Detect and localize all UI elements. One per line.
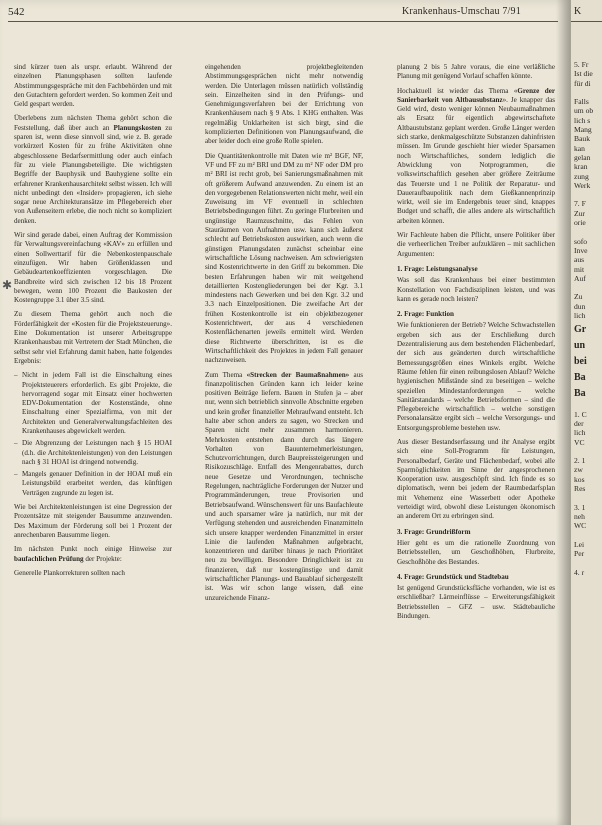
paragraph: Die Quantitätenkontrolle mit Daten wie m² BGF, NF, VF und FF zu m² BRI und DM zu m² NF oder DM pro m² BRI ist recht grob, bei Sanierungsmaßnahmen mit oft größerem Aufwand anzuwenden. Zu einem ist an den vorgegebenen Relationswerten nicht mehr, weil ein Zuweisung im VF eventuell in schlechten Betriebsbedingungen führt. Zu geringe Flurbreiten und ungünstige Raumzuschnitte, das Fehlen von Stauräumen von Aufnahmen usw. kann sich äußerst schlecht auf Betriebskosten auswirken, auch wenn die günstigen Planungsdaten zunächst scheinbar eine wirtschaftliche Lösung nachweisen. Am schwierigsten sind Kostenrichtwerte in den Griff zu bekommen. Die besten Erfahrungen haben wir mit weitgehend detaillierten Kostengliederungen bei der Kgr. 3.1 mindestens nach Gewerken und bei den Kgr. 3.2 und 3.3 nach Einzelpositionen. Die zweifache Art der frühen Kostenkontrolle ist ein objektbezogener Kostenrichtwert, der aus 4 verschiedenen Kostenflächenarten jeweils ermittelt wird. Werden diese Richtwerte überschritten, ist es die Wirtschaftlichkeit des Projektes in jedem Fall genauer nachzuweisen.: [205, 151, 363, 365]
facing-page: [570, 0, 602, 825]
paragraph: Zum Thema «Strecken der Baumaßnahmen» aus finanzpolitischen Gründen kann ich leider keine positiven Beiträge liefern. Bauen in Stufen ja – aber nur, wenn sich betrieblich sinnvolle Abschnitte ergeben und kein großer finanzieller Mehraufwand entsteht. Ich halte aber schon anders zu sagen, wo Strecken und Sparen nicht mehr zusammen harmonieren. Mehrkosten entstehen dann durch das längere Vorhalten von Bauunternehmerleistungen, Schutzvorrichtungen, durch Baupreissteigerungen und Risikozuschläge. Entfall des Mengenrabattes, durch neue Gesetze und Verordnungen, technische Regelungen, nachträgliche Forderungen der Nutzer und Programmänderungen, treue Provisorien und Betriebsaufwand. Wünschenswert für uns Baufachleute und auch sparsamer wäre ja natürlich, nur mit der Verfügung stehenden und ausreichenden Finanzmitteln sich unsere knapper werdenden Finanzmittel in erster Linie die laufenden Maßnahmen aufgebracht, konzentrieren und darüber hinaus je nach Prioritätet neu zu bewilligen. Besondere Dringlichkeit ist zu finanzieren, daß nur kostengünstige und damit wirtschaftlicher Planungs- und Bauablauf sichergestellt ist. Was wir schon lange wissen, daß eine unzureichende Finanz-: [205, 370, 364, 602]
paragraph: Was soll das Krankenhaus bei einer bestimmten Konstellation von Fachdisziplinen leisten, und was kann es gerade noch leisten?: [397, 276, 555, 303]
text-column-1: [14, 63, 172, 583]
facing-line: VC: [574, 437, 585, 447]
facing-line: orie: [574, 218, 586, 228]
facing-line: Zu: [574, 292, 583, 302]
bullet-list: [14, 371, 172, 498]
paperclip-mark-icon: ✱: [2, 278, 13, 292]
section-heading: 3. Frage: Grundrißform: [397, 527, 471, 536]
header-rule: [8, 21, 558, 22]
section-heading: 2. Frage: Funktion: [397, 310, 454, 319]
paragraph: eingehenden projektbegleitenden Abstimmungsgesprächen nicht mehr notwendig werden. Die Unterlagen müssen natürlich vollständig sein. Einzelheiten sind in den Prüfungs- und Genehmigungsverfahren bei der Errichtung von Krankenhäusern nach § 9 Abs. 1 KHG enthalten. Was regelmäßig Unklarheiten ist sich birgt, sind die komplizierten Definitionen von Planungsaufwand, die aber leider doch eine große Rolle spielen.: [205, 63, 363, 146]
paragraph: Generelle Plankorrekturen sollten nach: [14, 568, 125, 577]
facing-line: Werk: [574, 180, 591, 190]
page-number: 542: [8, 6, 25, 18]
facing-line: mit: [574, 264, 585, 274]
list-item: – Nicht in jedem Fall ist die Einschaltung eines Projektsteuerers erforderlich. Es gibt Projekte, die hervorragend sogar mit Einsatz einer hochwerten EDV-Dokumentation der Kostenstände, ohne Einschaltung einer Spezialfirma, von mit der Architekten und Generalverwaltungsfachleiten des Krankenhauses abgewickelt werden.: [22, 371, 172, 436]
paragraph: Aus dieser Bestandserfassung und ihr Analyse ergibt sich eine Soll-Programm für Leistungen, Personalbedarf, Geräte und Flächenbedarf, wobei alle Sparmöglichkeiten im Sinne der angesprochenen Kooperation usw. ausgeschöpft sind. Ich finde es so diplomatisch, wenn bei jedem der Raumbedarfsplan mit Vehemenz eine Wasserbett oder Apotheke verteidigt wird, obwohl diese Leistungen ökonomisch an anderem Ort zu erbringen sind.: [397, 437, 555, 521]
facing-line: kran: [574, 162, 588, 172]
facing-line: lich: [574, 428, 586, 438]
facing-line: [574, 88, 602, 97]
paragraph: Wir sind gerade dabei, einen Auftrag der Kommission für Verwaltungsvereinfachung «KAV» zu erfüllen und einen Sollwerttarif für die Nebenkostenpauschale einzufügen. Wir haben Größenklassen und Gebäudeartenkoeffizienten vorgeschlagen. Die Bandbreite wird sich zwischen 12 bis 18 Prozent bewegen, wenn 100 Prozent die Baukosten der Kostengruppe 3.1 über 3.5 sind.: [14, 231, 172, 305]
facing-line: lich s: [574, 115, 591, 125]
paragraph: Hier geht es um die rationelle Zuordnung von Betriebsstellen, um Geschoßhöhen, Flurbreite, Geschoßhöhe des Bestandes.: [397, 538, 555, 566]
facing-line: [574, 190, 602, 199]
running-head: Krankenhaus-Umschau 7/91: [402, 6, 521, 17]
text-column-2: [205, 63, 363, 608]
facing-line: [574, 283, 602, 292]
facing-line: für di: [574, 78, 591, 88]
facing-line: [574, 400, 602, 409]
facing-line: sofo: [574, 236, 588, 246]
gutter-shadow: [556, 0, 570, 825]
facing-line: neh: [574, 511, 585, 521]
facing-line: Mang: [574, 125, 592, 135]
facing-line: [574, 227, 602, 236]
facing-line: 4. r: [574, 567, 585, 577]
facing-header-rule: [571, 21, 602, 22]
facing-line: Lei: [574, 539, 585, 549]
facing-line: Falls: [574, 97, 589, 107]
facing-line: dun: [574, 301, 586, 311]
section-heading: 4. Frage: Grundstück und Stadtebau: [397, 572, 509, 581]
facing-line: um ob: [574, 106, 594, 116]
facing-line: [574, 447, 602, 456]
paragraph: Überlebens zum nächsten Thema gehört schon die Feststellung, daß über auch an Planungskosten zu sparen ist, wenn diese sinnvoll sind, wie z. B. gerade vorkürzerl Kosten für zu frühe Aktivitäten ohne abgeschlossene Bedarfsermittlung oder auch einfach für zu viele Planungsbeteiligte. Die wichtigsten Begriffe der Bauphysik und Bauhygiene sollte ein erfahrener Krankenhausarchitekt selbst wissen. Ich will nicht unbedingt den «Insider» propagieren, ich siehe sogar neue Architekturansätze im Pflegebereich eher von Außenseitern erlebe, die noch nicht so kompliziert denken.: [14, 114, 172, 225]
facing-line: zw: [574, 465, 583, 475]
facing-line: Res: [574, 483, 586, 493]
facing-line: bei: [574, 356, 587, 368]
list-item: – Mangels genauer Definition in der HOAI muß ein Leistungsbild erarbeitet werden, das künftigen Verträgen zugrunde zu legen ist.: [22, 470, 172, 498]
facing-line: Ba: [574, 388, 586, 400]
facing-line: [574, 493, 602, 502]
facing-line: kos: [574, 474, 585, 484]
facing-line: un: [574, 340, 586, 352]
paragraph: Hochaktuell ist wieder das Thema «Grenze der Sanierbarkeit von Altbausubstanz». Je knapper das Geld wird, desto weniger können Neubaumaßnahmen als Ersatz für eigentlich abgewirtschaftete Altbaustubstanz geplant werden. Große Länger werden sich starke, denkmalgeschützte Substanzen dahinfristen müssen. Im Grunde geschieht hier wieder Sparsamen noch Wirtschaftliches, sondern lediglich die Abwicklung von Notprogrammen, die volkswirtschaftlich gesehen aber größere Zeiträume das Teuerste und 1 ne Politik der Reparatur- und Daueraufbaupolitik nach dem Gießkannenprinzip wirkt, weil sie im Endergebnis teuer sind, knappes Budget und schafft, die alles andere als wirtschaftlich arbeiten können.: [397, 86, 555, 225]
facing-line: der: [574, 418, 584, 428]
facing-line: 7. F: [574, 199, 586, 209]
paragraph: sind kürzer tuen als urspr. erlaubt. Während der einzelnen Planungsphasen sollten laufende Abstimmungsgespräche mit den Fachbehörden und mit den Gutachtern gefordert werden. So kommen Zeit und Geld gespart werden.: [14, 63, 172, 109]
facing-line: 3. 1: [574, 502, 586, 512]
paragraph: planung 2 bis 5 Jahre voraus, die eine verläßliche Planung mit genügend Vorlauf schaffen könnte.: [397, 63, 555, 81]
section-heading: 1. Frage: Leistungsanalyse: [397, 264, 478, 273]
paragraph: Zu diesem Thema gehört auch noch die Förderfähigkeit der «Kosten für die Projektsteuerung». Eine Dokumentation ist unserer Arbeitsgruppe Krankenhausbau mit Vertretern der Stadt München, die selbst sehr viel Erfahrung damit haben, hatte folgendes Ergebnis:: [14, 310, 172, 365]
text-column-3: [397, 63, 555, 626]
facing-line: Inve: [574, 245, 588, 255]
facing-line: WC: [574, 521, 587, 531]
facing-line: 1. C: [574, 409, 587, 419]
paragraph: Wie bei Architektenleistungen ist eine Degression der Prozentsätze mit steigender Bausumme anzuwenden. Des Maximum der Förderung soll bei 1 Prozent der anrechenbaren Bausumme liegen.: [14, 503, 172, 539]
facing-line: Gr: [574, 324, 587, 336]
facing-line: Zur: [574, 208, 585, 218]
paragraph: Wir Fachleute haben die Pflicht, unsere Politiker über die verheerlichen Treiber aufzuklären – mit sachlichen Argumenten:: [397, 231, 555, 258]
facing-line: Auf: [574, 273, 586, 283]
facing-line: zung: [574, 171, 589, 181]
facing-line: Ist die: [574, 69, 593, 79]
facing-line: [574, 558, 602, 567]
facing-line: 2. 1: [574, 456, 586, 466]
facing-line: 5. Fr: [574, 60, 589, 69]
facing-line: gelan: [574, 152, 591, 162]
facing-line: Per: [574, 549, 585, 559]
facing-line: Ba: [574, 372, 586, 384]
facing-line: Bauk: [574, 134, 591, 144]
facing-line: aus: [574, 255, 585, 265]
facing-line: [574, 530, 602, 539]
paragraph: Ist genügend Grundstücksfläche vorhanden, wie ist es erschließbar? Lärmeinflüsse – Erweiterungsfähigkeit Betriebsstellen – GFZ – usw. Städtebauliche Bindungen.: [397, 584, 555, 621]
facing-text-fragments: [574, 60, 602, 577]
facing-line: lich: [574, 311, 586, 321]
facing-line: kan: [574, 143, 585, 153]
paragraph: Wie funktionieren der Betrieb? Welche Schwachstellen ergeben sich aus der Erschließung durch Dezentralisierung aus dem bestehenden Flächenbedarf, der sich aus geänderten durch wirtschaftliche Bemessungsgrößen eines Winkels ergibt. Welche Räume fehlen für einen reibungslosen Ablauf? Welche hygienischen Mißstände sind zu beseitigen – welche speziellen Mindestanforderungen – welche Sanitärstandards – welche Betriebsformen – sind die Pflegebereiche wirtschaftlich – welche sonstigen Personalansätze ergibt sich – welche Versorgungs- und Entsorgungsprobleme bestehen usw.: [397, 321, 555, 432]
list-item: – Die Abgrenzung der Leistungen nach § 15 HOAI (d.h. die Architektenleistungen) von den Leistungen nach § 31 HOAI ist dringend notwendig.: [22, 439, 172, 467]
facing-running-head: K: [574, 6, 582, 17]
paragraph: Im nächsten Punkt noch einige Hinweise zur baufachlichen Prüfung der Projekte:: [14, 545, 172, 563]
